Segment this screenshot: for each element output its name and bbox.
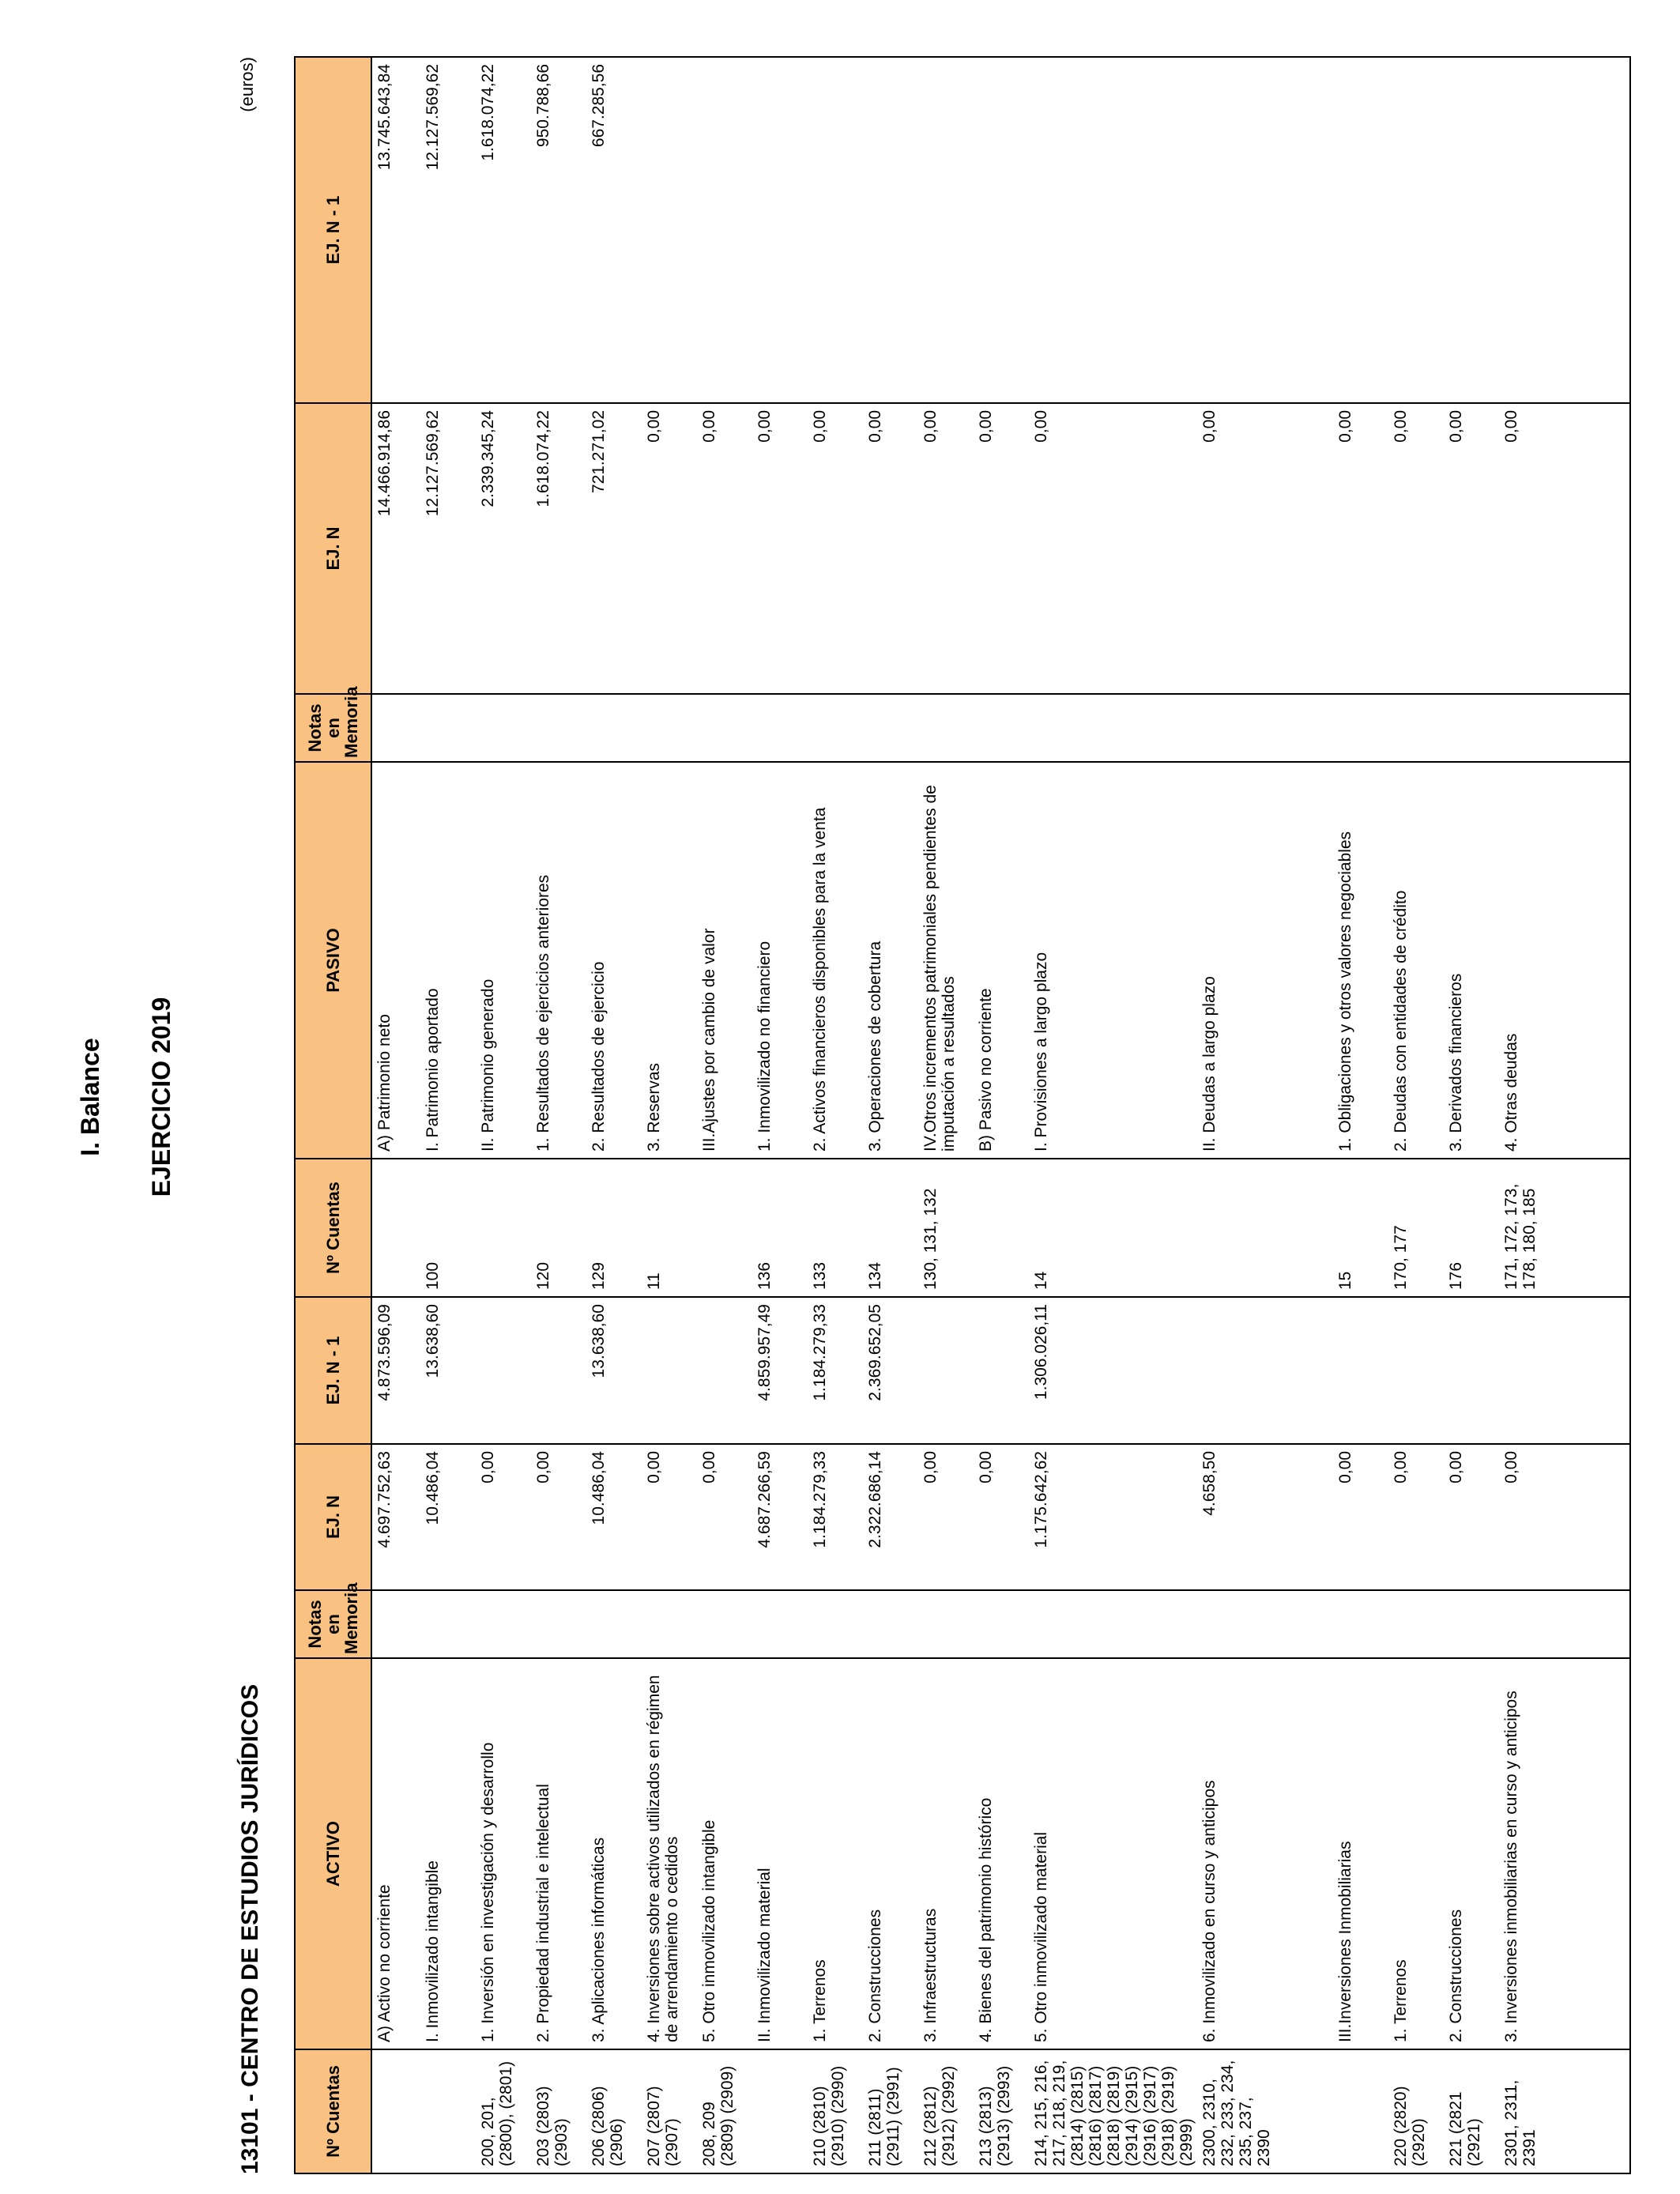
empty-cell bbox=[1554, 762, 1630, 1159]
ej-n-activo-cell: 0,00 bbox=[476, 1444, 531, 1590]
cuentas-activo-cell: 212 (2812) (2912) (2992) bbox=[918, 2049, 974, 2173]
header-notas-activo: Notas en Memoria bbox=[295, 1590, 371, 1658]
ej-n1-pasivo-cell: 12.127.569,62 bbox=[420, 57, 476, 403]
notas-pasivo-cell bbox=[918, 694, 974, 762]
ej-n1-activo-cell: 1.306.026,11 bbox=[1029, 1297, 1197, 1444]
ej-n-activo-cell: 0,00 bbox=[531, 1444, 586, 1590]
notas-activo-cell bbox=[752, 1590, 808, 1658]
notas-pasivo-cell bbox=[642, 694, 697, 762]
notas-pasivo-cell bbox=[1197, 694, 1333, 762]
empty-cell bbox=[1554, 694, 1630, 762]
ej-n-activo-cell: 0,00 bbox=[1388, 1444, 1444, 1590]
pasivo-label-cell: I. Patrimonio aportado bbox=[420, 762, 476, 1159]
cuentas-activo-cell: 203 (2803) (2903) bbox=[531, 2049, 586, 2173]
notas-activo-cell bbox=[420, 1590, 476, 1658]
activo-label-cell: 2. Construcciones bbox=[863, 1658, 918, 2049]
cuentas-activo-cell bbox=[752, 2049, 808, 2173]
cuentas-activo-cell: 213 (2813) (2913) (2993) bbox=[974, 2049, 1029, 2173]
notas-activo-cell bbox=[918, 1590, 974, 1658]
notas-pasivo-cell bbox=[752, 694, 808, 762]
cuentas-pasivo-cell: 14 bbox=[1029, 1159, 1197, 1297]
cuentas-activo-cell: 220 (2820) (2920) bbox=[1388, 2049, 1444, 2173]
notas-pasivo-cell bbox=[1029, 694, 1197, 762]
activo-label-cell: 1. Inversión en investigación y desarrollo bbox=[476, 1658, 531, 2049]
ej-n-pasivo-cell: 721.271,02 bbox=[586, 403, 642, 694]
ej-n1-activo-cell bbox=[974, 1297, 1029, 1444]
ej-n1-activo-cell bbox=[1197, 1297, 1333, 1444]
fiscal-year-heading: EJERCICIO 2019 bbox=[147, 997, 175, 1197]
ej-n-pasivo-cell: 0,00 bbox=[642, 403, 697, 694]
ej-n-pasivo-cell: 0,00 bbox=[863, 403, 918, 694]
table-row bbox=[863, 57, 918, 2173]
cuentas-pasivo-cell: 134 bbox=[863, 1159, 918, 1297]
activo-label-cell: 2. Propiedad industrial e intelectual bbox=[531, 1658, 586, 2049]
cuentas-pasivo-cell: 129 bbox=[586, 1159, 642, 1297]
ej-n-activo-cell: 0,00 bbox=[697, 1444, 752, 1590]
ej-n-activo-cell: 1.184.279,33 bbox=[808, 1444, 863, 1590]
header-pasivo: PASIVO bbox=[295, 762, 371, 1159]
table-row bbox=[642, 57, 697, 2173]
pasivo-label-cell: 3. Reservas bbox=[642, 762, 697, 1159]
pasivo-label-cell: 2. Resultados de ejercicio bbox=[586, 762, 642, 1159]
table-row bbox=[752, 57, 808, 2173]
ej-n-pasivo-cell: 0,00 bbox=[752, 403, 808, 694]
pasivo-label-cell: 4. Otras deudas bbox=[1499, 762, 1554, 1159]
header-notas-pasivo: Notas en Memoria bbox=[295, 694, 371, 762]
notas-activo-cell bbox=[1333, 1590, 1388, 1658]
activo-label-cell: 2. Construcciones bbox=[1444, 1658, 1499, 2049]
ej-n1-activo-cell bbox=[1444, 1297, 1499, 1444]
notas-activo-cell bbox=[586, 1590, 642, 1658]
cuentas-activo-cell: 211 (2811) (2911) (2991) bbox=[863, 2049, 918, 2173]
cuentas-activo-cell: 2301, 2311, 2391 bbox=[1499, 2049, 1554, 2173]
notas-activo-cell bbox=[697, 1590, 752, 1658]
header-ej-n-pasivo: EJ. N bbox=[295, 403, 371, 694]
ej-n-activo-cell: 10.486,04 bbox=[586, 1444, 642, 1590]
cuentas-pasivo-cell bbox=[974, 1159, 1029, 1297]
ej-n-activo-cell: 2.322.686,14 bbox=[863, 1444, 918, 1590]
header-ej-n-activo: EJ. N bbox=[295, 1444, 371, 1590]
pasivo-label-cell: IV.Otros incrementos patrimoniales pendientes de imputación a resultados bbox=[918, 762, 974, 1159]
empty-cell bbox=[1554, 1444, 1630, 1590]
table-row bbox=[918, 57, 974, 2173]
ej-n-activo-cell: 0,00 bbox=[642, 1444, 697, 1590]
table-row bbox=[974, 57, 1029, 2173]
ej-n1-activo-cell bbox=[476, 1297, 531, 1444]
notas-pasivo-cell bbox=[863, 694, 918, 762]
ej-n1-pasivo-cell bbox=[1029, 57, 1197, 403]
header-ej-n1-pasivo: EJ. N - 1 bbox=[295, 57, 371, 403]
ej-n1-activo-cell: 13.638,60 bbox=[586, 1297, 642, 1444]
ej-n1-activo-cell bbox=[1388, 1297, 1444, 1444]
table-row bbox=[1444, 57, 1499, 2173]
ej-n1-pasivo-cell bbox=[808, 57, 863, 403]
pasivo-label-cell: 3. Operaciones de cobertura bbox=[863, 762, 918, 1159]
activo-label-cell: II. Inmovilizado material bbox=[752, 1658, 808, 2049]
table-row bbox=[420, 57, 476, 2173]
ej-n1-pasivo-cell bbox=[1333, 57, 1388, 403]
cuentas-pasivo-cell: 120 bbox=[531, 1159, 586, 1297]
cuentas-activo-cell bbox=[371, 2049, 420, 2173]
ej-n1-activo-cell bbox=[1333, 1297, 1388, 1444]
balance-table bbox=[294, 56, 1631, 2174]
ej-n-activo-cell: 4.658,50 bbox=[1197, 1444, 1333, 1590]
ej-n-activo-cell: 0,00 bbox=[1499, 1444, 1554, 1590]
ej-n-pasivo-cell: 0,00 bbox=[1499, 403, 1554, 694]
pasivo-label-cell: B) Pasivo no corriente bbox=[974, 762, 1029, 1159]
cuentas-pasivo-cell bbox=[371, 1159, 420, 1297]
balance-table-body bbox=[371, 57, 1630, 2173]
cuentas-pasivo-cell: 15 bbox=[1333, 1159, 1388, 1297]
cuentas-pasivo-cell bbox=[476, 1159, 531, 1297]
ej-n-activo-cell: 4.697.752,63 bbox=[371, 1444, 420, 1590]
notas-pasivo-cell bbox=[531, 694, 586, 762]
pasivo-label-cell: 3. Derivados financieros bbox=[1444, 762, 1499, 1159]
ej-n1-pasivo-cell bbox=[1197, 57, 1333, 403]
empty-cell bbox=[1554, 1159, 1630, 1297]
cuentas-activo-cell: 208, 209 (2809) (2909) bbox=[697, 2049, 752, 2173]
pasivo-label-cell: II. Deudas a largo plazo bbox=[1197, 762, 1333, 1159]
ej-n1-activo-cell: 13.638,60 bbox=[420, 1297, 476, 1444]
cuentas-pasivo-cell: 171, 172, 173, 178, 180, 185 bbox=[1499, 1159, 1554, 1297]
ej-n1-pasivo-cell bbox=[863, 57, 918, 403]
ej-n1-pasivo-cell bbox=[974, 57, 1029, 403]
cuentas-pasivo-cell: 130, 131, 132 bbox=[918, 1159, 974, 1297]
pasivo-label-cell: III.Ajustes por cambio de valor bbox=[697, 762, 752, 1159]
notas-pasivo-cell bbox=[420, 694, 476, 762]
cuentas-pasivo-cell: 176 bbox=[1444, 1159, 1499, 1297]
ej-n1-pasivo-cell: 950.788,66 bbox=[531, 57, 586, 403]
ej-n-pasivo-cell: 1.618.074,22 bbox=[531, 403, 586, 694]
ej-n1-activo-cell: 1.184.279,33 bbox=[808, 1297, 863, 1444]
entity-name: 13101 - CENTRO DE ESTUDIOS JURÍDICOS bbox=[237, 1683, 263, 2174]
ej-n1-pasivo-cell: 667.285,56 bbox=[586, 57, 642, 403]
ej-n-pasivo-cell: 0,00 bbox=[697, 403, 752, 694]
pasivo-label-cell: II. Patrimonio generado bbox=[476, 762, 531, 1159]
notas-pasivo-cell bbox=[1388, 694, 1444, 762]
cuentas-pasivo-cell bbox=[697, 1159, 752, 1297]
empty-cell bbox=[1554, 1297, 1630, 1444]
activo-label-cell: 3. Aplicaciones informáticas bbox=[586, 1658, 642, 2049]
table-row bbox=[371, 57, 420, 2173]
table-row bbox=[1499, 57, 1554, 2173]
ej-n1-pasivo-cell bbox=[1444, 57, 1499, 403]
ej-n-pasivo-cell: 0,00 bbox=[1444, 403, 1499, 694]
pasivo-label-cell: 2. Deudas con entidades de crédito bbox=[1388, 762, 1444, 1159]
currency-note: (euros) bbox=[237, 57, 257, 112]
table-row bbox=[1197, 57, 1333, 2173]
cuentas-activo-cell: 221 (2821 (2921) bbox=[1444, 2049, 1499, 2173]
activo-label-cell: I. Inmovilizado intangible bbox=[420, 1658, 476, 2049]
cuentas-activo-cell bbox=[420, 2049, 476, 2173]
activo-label-cell: 4. Inversiones sobre activos utilizados en régimen de arrendamiento o cedidos bbox=[642, 1658, 697, 2049]
ej-n1-pasivo-cell bbox=[697, 57, 752, 403]
notas-activo-cell bbox=[1444, 1590, 1499, 1658]
table-header-row bbox=[295, 57, 371, 2173]
notas-activo-cell bbox=[531, 1590, 586, 1658]
notas-activo-cell bbox=[863, 1590, 918, 1658]
activo-label-cell: 4. Bienes del patrimonio histórico bbox=[974, 1658, 1029, 2049]
table-row bbox=[1333, 57, 1388, 2173]
ej-n-pasivo-cell: 0,00 bbox=[1029, 403, 1197, 694]
ej-n-pasivo-cell: 12.127.569,62 bbox=[420, 403, 476, 694]
notas-pasivo-cell bbox=[974, 694, 1029, 762]
ej-n1-activo-cell: 2.369.652,05 bbox=[863, 1297, 918, 1444]
ej-n1-pasivo-cell bbox=[1388, 57, 1444, 403]
pasivo-label-cell: I. Provisiones a largo plazo bbox=[1029, 762, 1197, 1159]
page-title: I. Balance bbox=[76, 1038, 104, 1156]
empty-cell bbox=[1554, 2049, 1630, 2173]
table-filler-row bbox=[1554, 57, 1630, 2173]
ej-n-activo-cell: 0,00 bbox=[1333, 1444, 1388, 1590]
ej-n1-activo-cell bbox=[531, 1297, 586, 1444]
ej-n-pasivo-cell: 14.466.914,86 bbox=[371, 403, 420, 694]
cuentas-pasivo-cell: 100 bbox=[420, 1159, 476, 1297]
ej-n-activo-cell: 0,00 bbox=[1444, 1444, 1499, 1590]
table-row bbox=[1388, 57, 1444, 2173]
ej-n1-activo-cell bbox=[918, 1297, 974, 1444]
activo-label-cell: 5. Otro inmovilizado material bbox=[1029, 1658, 1197, 2049]
header-cuentas-pasivo: Nº Cuentas bbox=[295, 1159, 371, 1297]
ej-n-pasivo-cell: 2.339.345,24 bbox=[476, 403, 531, 694]
notas-activo-cell bbox=[1029, 1590, 1197, 1658]
ej-n1-pasivo-cell: 1.618.074,22 bbox=[476, 57, 531, 403]
pasivo-label-cell: 2. Activos financieros disponibles para la venta bbox=[808, 762, 863, 1159]
activo-label-cell: 1. Terrenos bbox=[808, 1658, 863, 2049]
cuentas-pasivo-cell: 136 bbox=[752, 1159, 808, 1297]
ej-n-pasivo-cell: 0,00 bbox=[1197, 403, 1333, 694]
notas-activo-cell bbox=[1197, 1590, 1333, 1658]
notas-activo-cell bbox=[808, 1590, 863, 1658]
ej-n1-activo-cell: 4.873.596,09 bbox=[371, 1297, 420, 1444]
ej-n-activo-cell: 0,00 bbox=[974, 1444, 1029, 1590]
notas-activo-cell bbox=[1499, 1590, 1554, 1658]
notas-activo-cell bbox=[974, 1590, 1029, 1658]
cuentas-activo-cell: 200, 201, (2800), (2801) bbox=[476, 2049, 531, 2173]
cuentas-activo-cell bbox=[1333, 2049, 1388, 2173]
ej-n-pasivo-cell: 0,00 bbox=[1388, 403, 1444, 694]
ej-n1-pasivo-cell: 13.745.643,84 bbox=[371, 57, 420, 403]
ej-n-pasivo-cell: 0,00 bbox=[808, 403, 863, 694]
activo-label-cell: 3. Inversiones inmobiliarias en curso y anticipos bbox=[1499, 1658, 1554, 2049]
cuentas-pasivo-cell bbox=[1197, 1159, 1333, 1297]
ej-n1-pasivo-cell bbox=[918, 57, 974, 403]
pasivo-label-cell: 1. Resultados de ejercicios anteriores bbox=[531, 762, 586, 1159]
ej-n-activo-cell: 1.175.642,62 bbox=[1029, 1444, 1197, 1590]
header-ej-n1-activo: EJ. N - 1 bbox=[295, 1297, 371, 1444]
header-activo: ACTIVO bbox=[295, 1658, 371, 2049]
ej-n-pasivo-cell: 0,00 bbox=[974, 403, 1029, 694]
cuentas-pasivo-cell: 133 bbox=[808, 1159, 863, 1297]
notas-activo-cell bbox=[476, 1590, 531, 1658]
ej-n-activo-cell: 10.486,04 bbox=[420, 1444, 476, 1590]
cuentas-activo-cell: 2300, 2310, 232, 233, 234, 235, 237, 2390 bbox=[1197, 2049, 1333, 2173]
table-row bbox=[586, 57, 642, 2173]
notas-activo-cell bbox=[1388, 1590, 1444, 1658]
notas-activo-cell bbox=[371, 1590, 420, 1658]
notas-pasivo-cell bbox=[371, 694, 420, 762]
table-row bbox=[808, 57, 863, 2173]
table-row bbox=[1029, 57, 1197, 2173]
activo-label-cell: 1. Terrenos bbox=[1388, 1658, 1444, 2049]
table-row bbox=[476, 57, 531, 2173]
activo-label-cell: A) Activo no corriente bbox=[371, 1658, 420, 2049]
ej-n1-pasivo-cell bbox=[1499, 57, 1554, 403]
notas-pasivo-cell bbox=[586, 694, 642, 762]
activo-label-cell: 3. Infraestructuras bbox=[918, 1658, 974, 2049]
ej-n1-activo-cell: 4.859.957,49 bbox=[752, 1297, 808, 1444]
pasivo-label-cell: 1. Obligaciones y otros valores negociables bbox=[1333, 762, 1388, 1159]
empty-cell bbox=[1554, 1658, 1630, 2049]
pasivo-label-cell: A) Patrimonio neto bbox=[371, 762, 420, 1159]
notas-pasivo-cell bbox=[476, 694, 531, 762]
header-cuentas-activo: Nº Cuentas bbox=[295, 2049, 371, 2173]
ej-n1-activo-cell bbox=[642, 1297, 697, 1444]
ej-n-activo-cell: 0,00 bbox=[918, 1444, 974, 1590]
notas-pasivo-cell bbox=[808, 694, 863, 762]
notas-pasivo-cell bbox=[1444, 694, 1499, 762]
notas-activo-cell bbox=[642, 1590, 697, 1658]
ej-n1-activo-cell bbox=[1499, 1297, 1554, 1444]
cuentas-activo-cell: 207 (2807) (2907) bbox=[642, 2049, 697, 2173]
ej-n1-pasivo-cell bbox=[642, 57, 697, 403]
empty-cell bbox=[1554, 57, 1630, 403]
ej-n1-activo-cell bbox=[697, 1297, 752, 1444]
notas-pasivo-cell bbox=[1499, 694, 1554, 762]
empty-cell bbox=[1554, 1590, 1630, 1658]
table-row bbox=[531, 57, 586, 2173]
activo-label-cell: 5. Otro inmovilizado intangible bbox=[697, 1658, 752, 2049]
cuentas-activo-cell: 206 (2806) (2906) bbox=[586, 2049, 642, 2173]
ej-n-pasivo-cell: 0,00 bbox=[1333, 403, 1388, 694]
cuentas-pasivo-cell: 170, 177 bbox=[1388, 1159, 1444, 1297]
cuentas-pasivo-cell: 11 bbox=[642, 1159, 697, 1297]
empty-cell bbox=[1554, 403, 1630, 694]
ej-n-activo-cell: 4.687.266,59 bbox=[752, 1444, 808, 1590]
table-row bbox=[697, 57, 752, 2173]
notas-pasivo-cell bbox=[1333, 694, 1388, 762]
pasivo-label-cell: 1. Inmovilizado no financiero bbox=[752, 762, 808, 1159]
activo-label-cell: III.Inversiones Inmobiliarias bbox=[1333, 1658, 1388, 2049]
notas-pasivo-cell bbox=[697, 694, 752, 762]
ej-n1-pasivo-cell bbox=[752, 57, 808, 403]
activo-label-cell: 6. Inmovilizado en curso y anticipos bbox=[1197, 1658, 1333, 2049]
ej-n-pasivo-cell: 0,00 bbox=[918, 403, 974, 694]
cuentas-activo-cell: 214, 215, 216, 217, 218, 219, (2814) (2815) (2816) (2817) (2818) (2819) (2914) (2915) (2916) (2917) (2918) (2919) (2999) bbox=[1029, 2049, 1197, 2173]
cuentas-activo-cell: 210 (2810) (2910) (2990) bbox=[808, 2049, 863, 2173]
